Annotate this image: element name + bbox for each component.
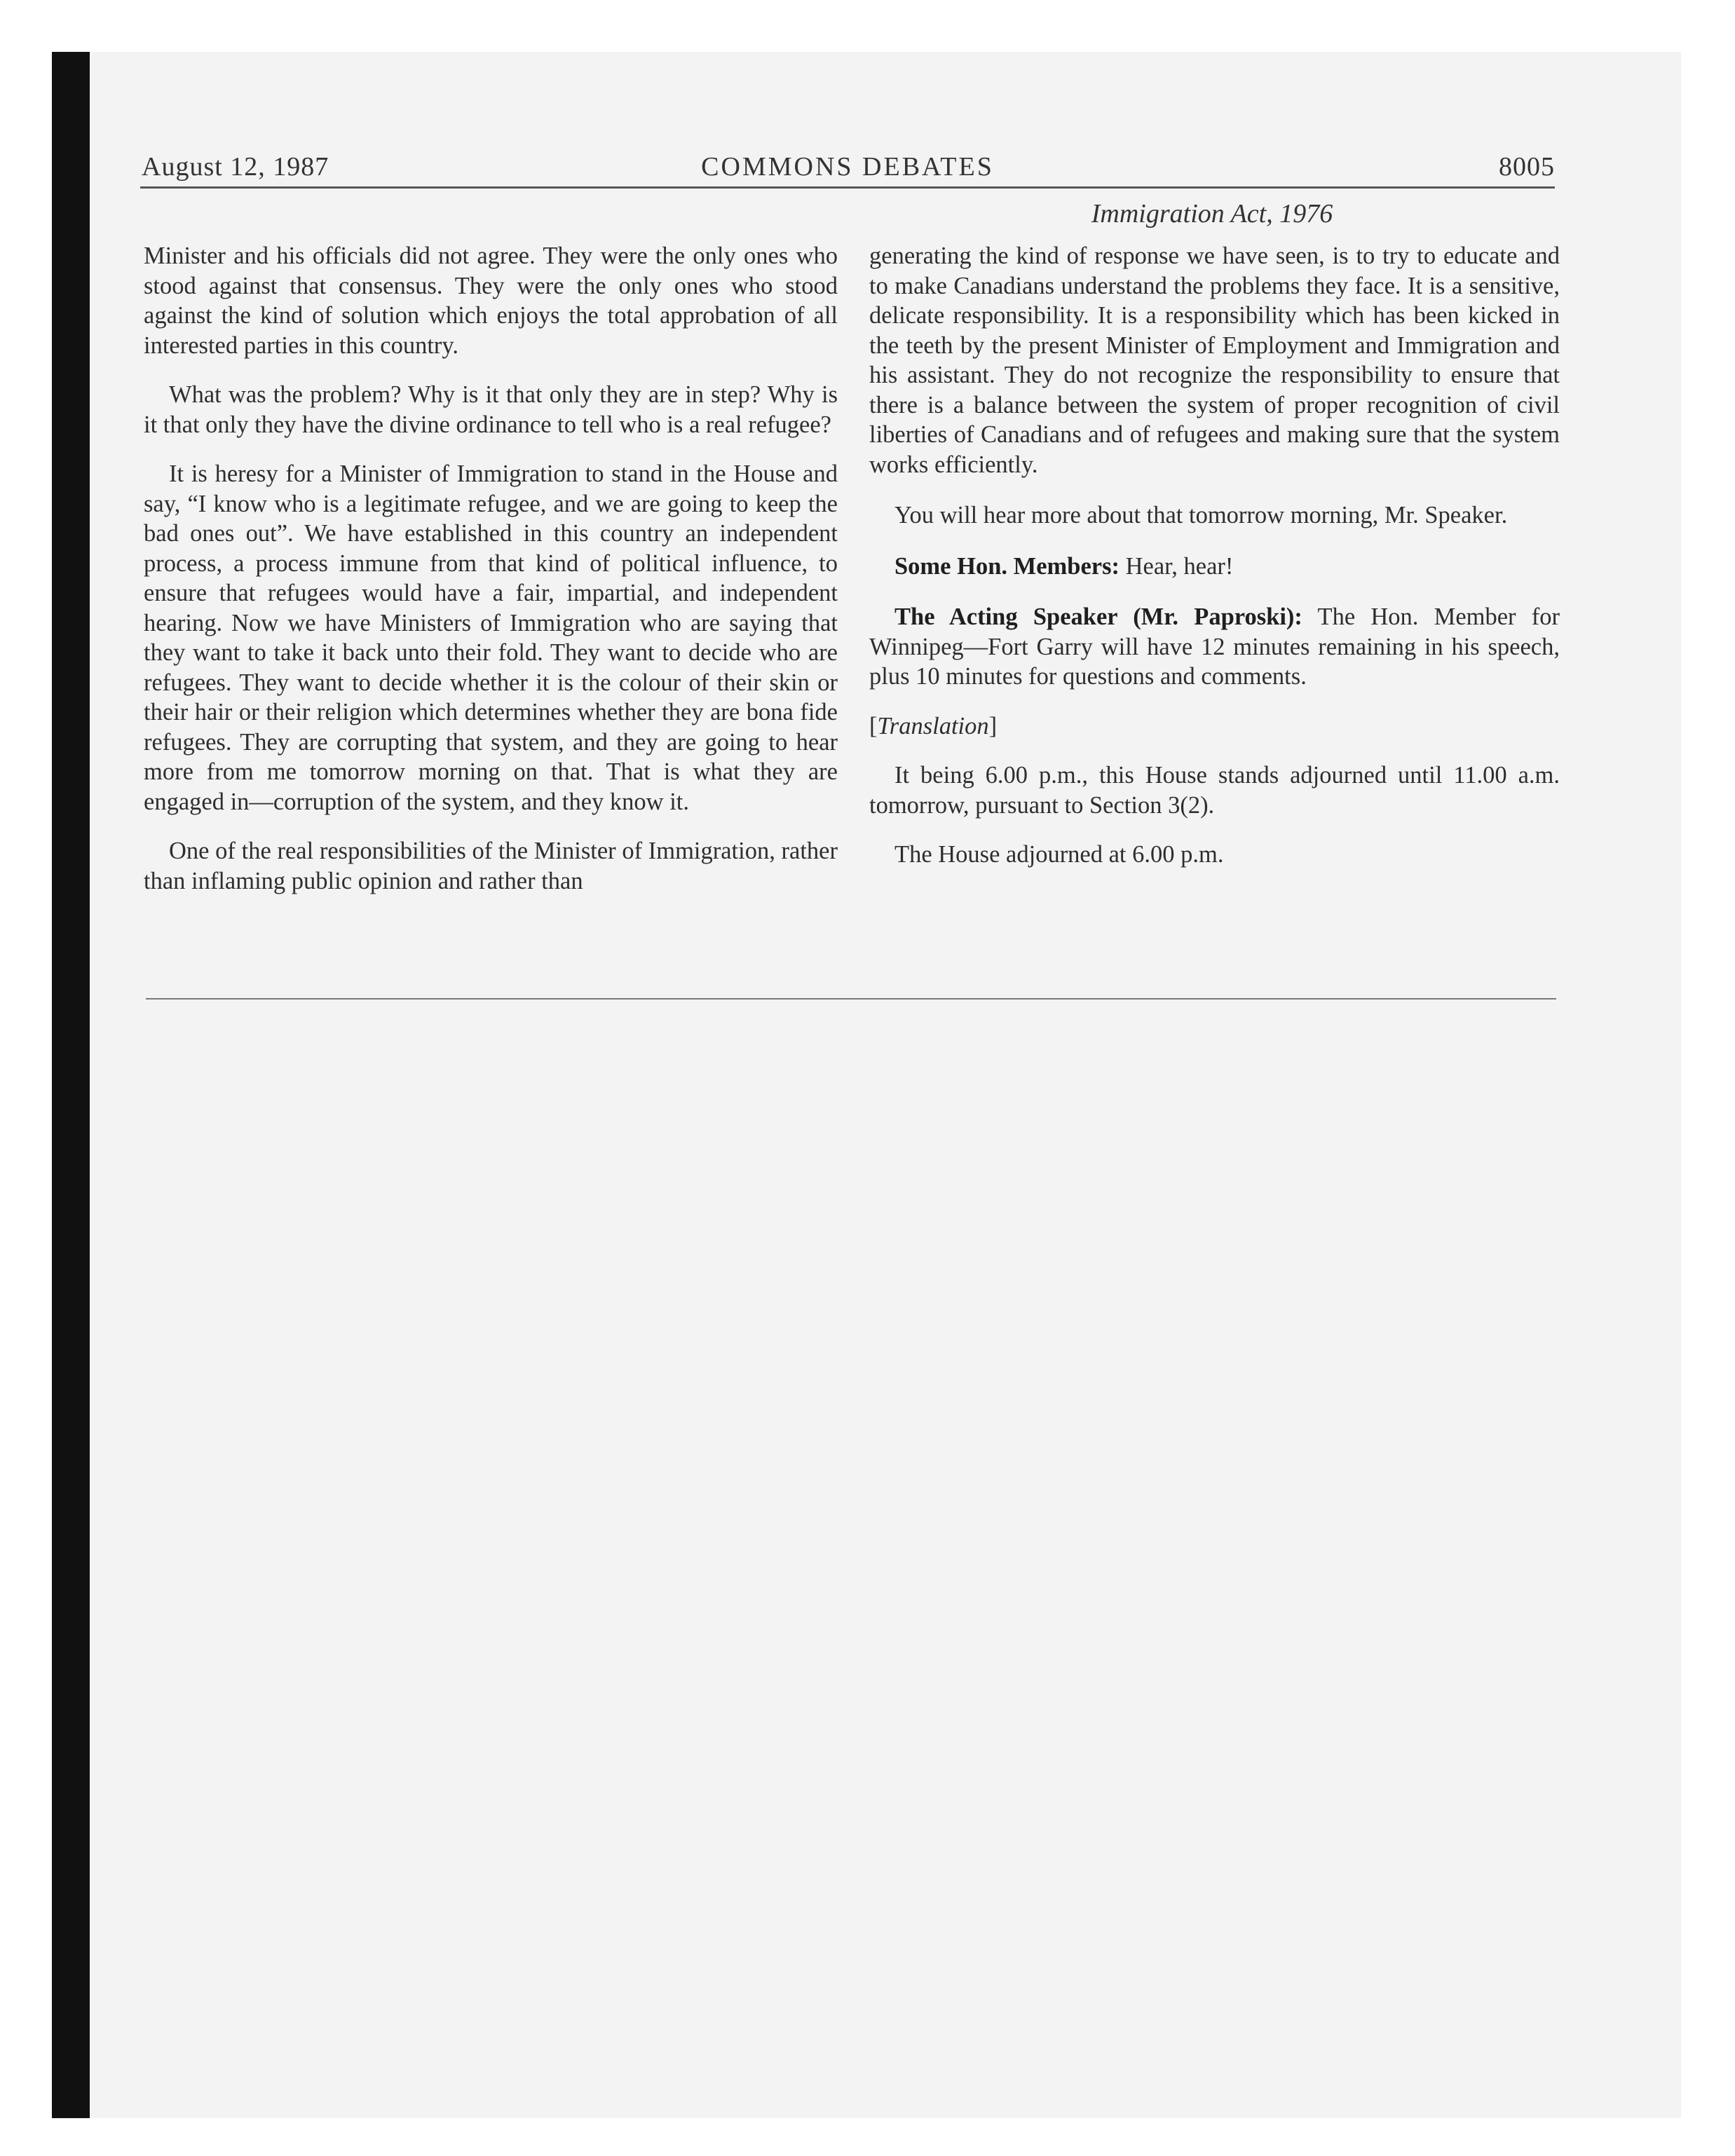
header-date: August 12, 1987 [142,152,329,182]
scan-edge-bar [52,52,90,2118]
header-title: COMMONS DEBATES [701,152,994,182]
right-column [869,241,1560,889]
end-rule [146,998,1556,999]
paragraph: One of the real responsibilities of the Minister of Immigration, rather than inflaming public opinion and rather than [144,838,838,894]
speech-text: Hear, hear! [1119,552,1234,580]
paragraph: You will hear more about that tomorrow morning, Mr. Speaker. [894,502,1508,528]
header-page-number: 8005 [1499,152,1555,182]
speech-paragraph [869,602,1560,692]
speech-text: The Hon. Member for Winnipeg—Fort Garry will have 12 minutes remaining in his speech, plus 10 minutes for questions and comments. [869,603,1560,690]
left-column [144,241,838,915]
paragraph: It is heresy for a Minister of Immigration to stand in the House and say, “I know who is a legitimate refugee, and we are going to keep the bad ones out”. We have established in this country an independent process, a process immune from that kind of political influence, to ensure that refugees would have a fair, impartial, and independent hearing. Now we have Ministers of Immigration who are saying that they want to take it back unto their fold. They want to decide who are refugees. They want to decide whether it is the colour of their skin or their hair or their religion which determines whether they are bona fide refugees. They are corrupting that system, and they are going to hear more from me tomorrow morning on that. That is what they are engaged in—corruption of the system, and they know it. [144,460,838,815]
paragraph: Minister and his officials did not agree. They were the only ones who stood against that consensus. They were the only ones who stood against the kind of solution which enjoys the total approbation of all interested parties in this country. [144,243,838,359]
section-heading: Immigration Act, 1976 [1091,199,1333,228]
speech-paragraph [869,552,1560,582]
paragraph: The House adjourned at 6.00 p.m. [894,841,1224,868]
translation-label: Translation [877,712,989,739]
speaker-name: Some Hon. Members: [894,552,1120,580]
paragraph: It being 6.00 p.m., this House stands adjourned until 11.00 a.m. tomorrow, pursuant to Section 3(2). [869,762,1560,819]
paragraph: generating the kind of response we have seen, is to try to educate and to make Canadians understand the problems they face. It is a sensitive, delicate responsibility. It is a responsibility which has been kicked in the teeth by the present Minister of Employment and Immigration and his assistant. They do not recognize the responsibility to ensure that there is a balance between the system of proper recognition of civil liberties of Canadians and of refugees and making sure that the system works efficiently. [869,243,1560,478]
running-header [140,147,1555,189]
speaker-name: The Acting Speaker (Mr. Paproski): [894,603,1302,630]
paragraph: What was the problem? Why is it that only they are in step? Why is it that only they have the divine ordinance to tell who is a real refugee? [144,381,838,438]
translation-tag: [Translation] [869,712,998,739]
